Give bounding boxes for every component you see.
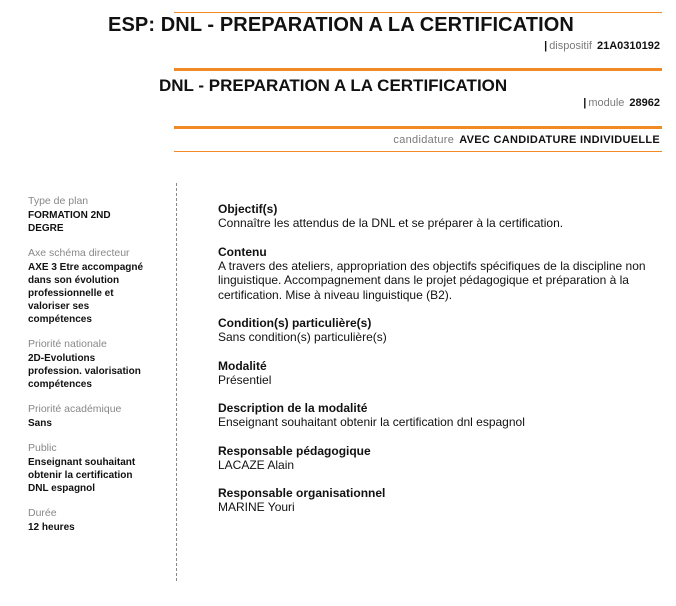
section-responsable-pedagogique <box>218 444 658 473</box>
section-title: Contenu <box>218 244 267 259</box>
separator-bar: | <box>583 97 587 109</box>
separator-bar: | <box>544 40 548 52</box>
sidebar-label: Durée <box>28 507 57 519</box>
top-rule <box>174 12 662 13</box>
sidebar-label: Public <box>28 442 57 454</box>
column-divider <box>176 183 177 581</box>
sidebar-value: Enseignant souhaitant obtenir la certification DNL espagnol <box>28 457 136 494</box>
dispositif-label: dispositif <box>549 40 592 52</box>
page-title: ESP: DNL - PREPARATION A LA CERTIFICATION <box>108 14 574 36</box>
title-rule <box>174 68 662 71</box>
dispositif-value: 21A0310192 <box>596 40 660 52</box>
section-text: LACAZE Alain <box>218 457 295 472</box>
section-title: Modalité <box>218 358 267 373</box>
main-content <box>218 202 658 529</box>
module-label: module <box>588 97 625 109</box>
section-modalite <box>218 359 658 388</box>
section-contenu <box>218 245 658 303</box>
sidebar-priorite-nationale <box>28 338 148 391</box>
section-text: Connaître les attendus de la DNL et se préparer à la certification. <box>218 216 564 230</box>
sidebar-label: Axe schéma directeur <box>28 247 130 259</box>
sidebar-duree <box>28 507 148 534</box>
section-title: Responsable pédagogique <box>218 443 371 458</box>
candidature-rule <box>174 151 662 152</box>
section-text: Sans condition(s) particulière(s) <box>218 330 387 344</box>
dispositif-row <box>544 40 660 52</box>
sidebar-value: AXE 3 Etre accompagné dans son évolution professionnelle et valoriser ses compétences <box>28 262 144 325</box>
sidebar-value: 2D-Evolutions profession. valorisation compétences <box>28 353 141 390</box>
module-row <box>583 97 660 109</box>
sidebar-label: Type de plan <box>28 195 89 207</box>
section-text: MARINE Youri <box>218 500 295 514</box>
sidebar-public <box>28 442 148 495</box>
section-title: Description de la modalité <box>218 401 368 415</box>
section-title: Condition(s) particulière(s) <box>218 316 372 330</box>
section-title: Responsable organisationnel <box>218 486 386 500</box>
section-text: A travers des ateliers, appropriation des objectifs spécifiques de la discipline non linguistique. Accompagnement dans le projet pédagogique et préparation à la certification. Mise à niveau linguistique (B2). <box>218 258 646 302</box>
sidebar-value: Sans <box>28 418 52 429</box>
section-responsable-organisationnel <box>218 486 658 515</box>
module-value: 28962 <box>629 97 660 109</box>
sidebar-axe-schema-directeur <box>28 247 148 326</box>
sidebar-value: FORMATION 2ND DEGRE <box>28 210 111 234</box>
sidebar-type-de-plan <box>28 195 148 235</box>
section-conditions <box>218 316 658 345</box>
section-text: Enseignant souhaitant obtenir la certification dnl espagnol <box>218 415 525 429</box>
candidature-value: AVEC CANDIDATURE INDIVIDUELLE <box>459 134 660 146</box>
section-objectifs <box>218 202 658 231</box>
sidebar <box>28 195 148 546</box>
module-rule <box>174 126 662 129</box>
candidature-row <box>393 134 660 146</box>
candidature-label: candidature <box>393 134 455 146</box>
sidebar-label: Priorité nationale <box>28 338 107 350</box>
sidebar-label: Priorité académique <box>28 403 122 415</box>
section-title: Objectif(s) <box>218 202 278 216</box>
section-text: Présentiel <box>218 372 272 387</box>
sidebar-priorite-academique <box>28 403 148 430</box>
module-title: DNL - PREPARATION A LA CERTIFICATION <box>159 76 508 95</box>
section-description-modalite <box>218 401 658 430</box>
sidebar-value: 12 heures <box>28 522 75 533</box>
